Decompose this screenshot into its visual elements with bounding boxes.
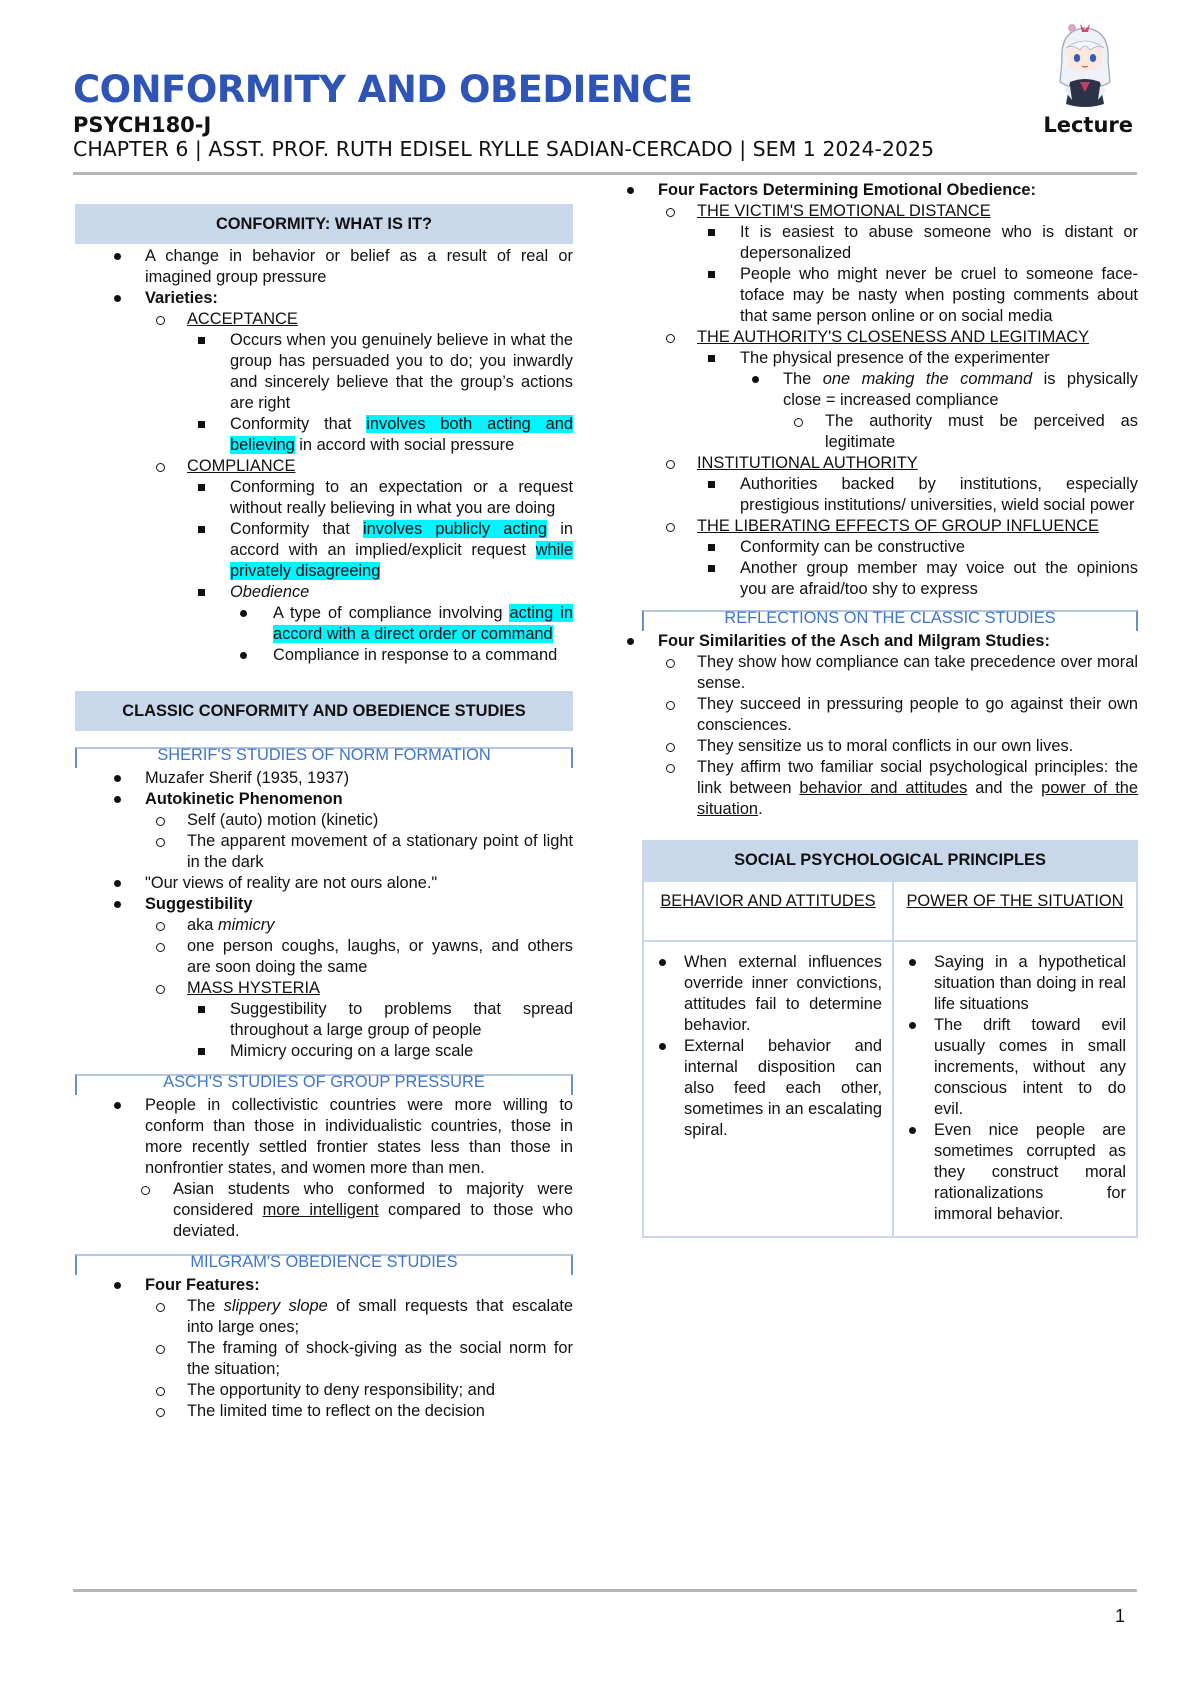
list-item: Asian students who conformed to majority were considered more intelligent compared to those who deviated. xyxy=(173,1180,573,1240)
list-item: Compliance in response to a command xyxy=(273,646,558,664)
table-header: POWER OF THE SITUATION xyxy=(893,881,1137,941)
list-item: "Our views of reality are not ours alone." xyxy=(145,874,438,892)
list-item: They show how compliance can take precedence over moral sense. xyxy=(697,653,1138,692)
subsection-header-milgram: MILGRAM'S OBEDIENCE STUDIES xyxy=(75,1254,573,1275)
list-item: COMPLIANCE xyxy=(187,457,296,475)
course-code: PSYCH180-J xyxy=(73,113,212,137)
list-item: They sensitize us to moral conflicts in our own lives. xyxy=(697,737,1074,755)
list-item: aka mimicry xyxy=(187,916,275,934)
list-item: The opportunity to deny responsibility; and xyxy=(187,1381,495,1399)
list-item: Obedience xyxy=(230,583,310,601)
list-item: Four Features: xyxy=(145,1276,260,1294)
subsection-header-reflections: REFLECTIONS ON THE CLASSIC STUDIES xyxy=(642,610,1138,631)
list-item: A change in behavior or belief as a result of real or imagined group pressure xyxy=(145,247,573,286)
section-header-conformity: CONFORMITY: WHAT IS IT? xyxy=(75,204,573,244)
principles-table xyxy=(642,880,1138,1238)
list-item: Conforming to an expectation or a request without really believing in what you are doing xyxy=(230,478,573,517)
list-item: THE LIBERATING EFFECTS OF GROUP INFLUENCE xyxy=(697,517,1099,535)
list-item: Mimicry occuring on a large scale xyxy=(230,1042,474,1060)
table-header: BEHAVIOR AND ATTITUDES xyxy=(643,881,893,941)
list-item: Even nice people are sometimes corrupted as they construct moral rationalizations for immoral behavior. xyxy=(904,1120,1126,1225)
highlight: involves both acting and believing xyxy=(230,415,573,454)
list-item: They affirm two familiar social psychological principles: the link between behavior and attitudes and the power of the situation. xyxy=(697,758,1138,818)
footer-divider xyxy=(73,1589,1137,1592)
list-item: Suggestibility xyxy=(145,895,253,913)
list-item: A type of compliance involving acting in accord with a direct order or command xyxy=(273,604,573,643)
page-number: 1 xyxy=(1114,1606,1125,1626)
list-item: Conformity that involves both acting and believing in accord with social pressure xyxy=(230,415,573,454)
list-item: Conformity that involves publicly acting in accord with an implied/explicit request while privately disagreeing xyxy=(230,520,573,580)
list-item: ACCEPTANCE xyxy=(187,310,298,328)
list-item: The framing of shock-giving as the social norm for the situation; xyxy=(187,1339,573,1378)
list-item: THE VICTIM'S EMOTIONAL DISTANCE xyxy=(697,202,991,220)
list-item: It is easiest to abuse someone who is distant or depersonalized xyxy=(740,223,1138,262)
list-item: The drift toward evil usually comes in small increments, without any conscious intent to do evil. xyxy=(904,1015,1126,1120)
subsection-header-asch: ASCH'S STUDIES OF GROUP PRESSURE xyxy=(75,1074,573,1095)
list-item: Muzafer Sherif (1935, 1937) xyxy=(145,769,350,787)
list-item: MASS HYSTERIA xyxy=(187,979,320,997)
list-item: Suggestibility to problems that spread throughout a large group of people xyxy=(230,1000,573,1039)
list-item: Authorities backed by institutions, especially prestigious institutions/ universities, wield social power xyxy=(740,475,1138,514)
list-item: Four Factors Determining Emotional Obedience: xyxy=(658,181,1036,199)
list-item: The limited time to reflect on the decision xyxy=(187,1402,485,1420)
lecture-label: Lecture xyxy=(1043,113,1133,137)
list-item: The one making the command is physically close = increased compliance xyxy=(783,370,1138,409)
list-item: Occurs when you genuinely believe in what the group has persuaded you to do; you inwardly and sincerely believe that the group’s actions are right xyxy=(230,331,573,412)
document-title: CONFORMITY AND OBEDIENCE xyxy=(73,68,693,111)
list-item: They succeed in pressuring people to go against their own consciences. xyxy=(697,695,1138,734)
list-item: THE AUTHORITY'S CLOSENESS AND LEGITIMACY xyxy=(697,328,1090,346)
list-item: The apparent movement of a stationary point of light in the dark xyxy=(187,832,573,871)
list-item: People in collectivistic countries were more willing to conform than those in individualistic countries, those in more recently settled frontier states less than those in nonfrontier states, and women more than men. xyxy=(145,1096,573,1177)
list-item: The authority must be perceived as legitimate xyxy=(825,412,1138,451)
list-item: one person coughs, laughs, or yawns, and others are soon doing the same xyxy=(187,937,573,976)
list-item: When external influences override inner convictions, attitudes fail to determine behavior. xyxy=(654,952,882,1036)
list-item: Autokinetic Phenomenon xyxy=(145,790,343,808)
list-item: Self (auto) motion (kinetic) xyxy=(187,811,379,829)
list-item: INSTITUTIONAL AUTHORITY xyxy=(697,454,918,472)
left-column xyxy=(75,204,573,1422)
section-header-classic-studies: CLASSIC CONFORMITY AND OBEDIENCE STUDIES xyxy=(75,691,573,731)
table-cell xyxy=(893,941,1137,1237)
chibi-character-icon xyxy=(1050,20,1120,112)
list-item: Conformity can be constructive xyxy=(740,538,966,556)
list-item: The physical presence of the experimenter xyxy=(740,349,1050,367)
list-item: Four Similarities of the Asch and Milgram Studies: xyxy=(658,632,1050,650)
table-cell xyxy=(643,941,893,1237)
chapter-info: CHAPTER 6 | ASST. PROF. RUTH EDISEL RYLLE SADIAN-CERCADO | SEM 1 2024-2025 xyxy=(73,137,935,161)
list-item: External behavior and internal disposition can also feed each other, sometimes in an escalating spiral. xyxy=(654,1036,882,1141)
list-item: Another group member may voice out the opinions you are afraid/too shy to express xyxy=(740,559,1138,598)
list-item: Saying in a hypothetical situation than doing in real life situations xyxy=(904,952,1126,1015)
section-header-social-principles: SOCIAL PSYCHOLOGICAL PRINCIPLES xyxy=(642,840,1138,880)
right-column xyxy=(642,180,1138,1238)
highlight: while privately disagreeing xyxy=(230,541,573,580)
list-item: The slippery slope of small requests that escalate into large ones; xyxy=(187,1297,573,1336)
highlight: involves publicly acting xyxy=(363,520,548,538)
list-item: Varieties: xyxy=(145,289,218,307)
list-item: People who might never be cruel to someone face-toface may be nasty when posting comments about that same person online or on social media xyxy=(740,265,1138,325)
header-divider xyxy=(73,172,1137,175)
highlight: acting in accord with a direct order or command xyxy=(273,604,573,643)
subsection-header-sherif: SHERIF'S STUDIES OF NORM FORMATION xyxy=(75,747,573,768)
